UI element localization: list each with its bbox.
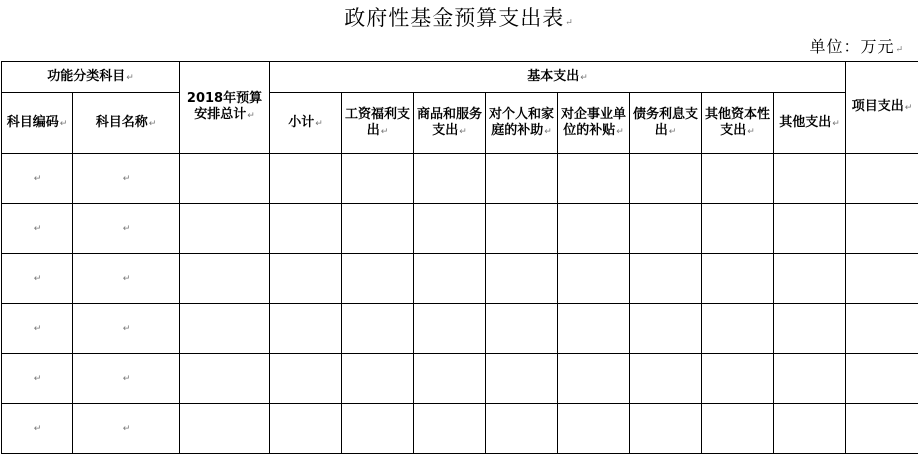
paragraph-mark-icon: ↵	[544, 126, 552, 137]
paragraph-mark-icon: ↵	[59, 118, 68, 129]
cell-individual-subsidy	[486, 404, 558, 454]
cell-other-capital	[702, 254, 774, 304]
cell-goods-services	[414, 354, 486, 404]
table-row	[2, 254, 918, 304]
cell-project-expenditure	[846, 254, 918, 304]
cell-goods-services	[414, 304, 486, 354]
cell-subject-name	[73, 354, 180, 404]
header-subject-name-text: 科目名称	[95, 114, 148, 130]
paragraph-mark-icon: ↵	[832, 118, 840, 129]
cell-other-expenditure	[774, 254, 846, 304]
paragraph-mark-icon: ↵	[122, 324, 131, 334]
cell-other-expenditure	[774, 404, 846, 454]
cell-debt-interest	[630, 154, 702, 204]
paragraph-mark-icon: ↵	[904, 103, 913, 113]
cell-total-2018	[180, 304, 270, 354]
cell-individual-subsidy	[486, 204, 558, 254]
cell-other-expenditure	[774, 304, 846, 354]
cell-goods-services	[414, 404, 486, 454]
table-row	[2, 354, 918, 404]
header-goods-services	[414, 93, 486, 154]
cell-enterprise-subsidy	[558, 304, 630, 354]
header-row-group	[2, 62, 918, 93]
paragraph-mark-icon: ↵	[33, 274, 42, 284]
header-subject-code-text: 科目编码	[6, 114, 59, 130]
cell-salary-welfare	[342, 304, 414, 354]
header-total-2018	[180, 62, 270, 154]
cell-salary-welfare	[342, 354, 414, 404]
table-row	[2, 204, 918, 254]
cell-other-capital	[702, 354, 774, 404]
header-enterprise-subsidy-text: 对企事业单位的补贴	[560, 106, 626, 138]
cell-project-expenditure	[846, 204, 918, 254]
paragraph-mark-icon: ↵	[247, 111, 255, 121]
header-salary-welfare-text: 工资福利支出	[344, 106, 410, 138]
cell-subject-code	[2, 354, 73, 404]
paragraph-mark-icon: ↵	[315, 118, 323, 129]
unit-label	[809, 36, 904, 61]
paragraph-mark-icon: ↵	[668, 126, 677, 137]
table-row	[2, 154, 918, 204]
cell-project-expenditure	[846, 404, 918, 454]
cell-enterprise-subsidy	[558, 354, 630, 404]
header-project-expenditure	[846, 62, 918, 154]
cell-subject-name	[73, 154, 180, 204]
cell-total-2018	[180, 354, 270, 404]
cell-enterprise-subsidy	[558, 204, 630, 254]
cell-total-2018	[180, 254, 270, 304]
cell-subject-code	[2, 254, 73, 304]
paragraph-mark-icon: ↵	[747, 126, 755, 137]
paragraph-mark-icon: ↵	[33, 174, 42, 184]
paragraph-mark-icon: ↵	[616, 126, 624, 137]
unit-label-text: 单位：万元	[809, 37, 895, 56]
header-subtotal-text: 小计	[288, 114, 315, 130]
cell-salary-welfare	[342, 154, 414, 204]
paragraph-mark-icon: ↵	[33, 324, 42, 334]
cell-goods-services	[414, 154, 486, 204]
paragraph-mark-icon: ↵	[380, 126, 389, 137]
paragraph-mark-icon: ↵	[122, 424, 131, 434]
table-body	[2, 154, 918, 454]
paragraph-mark-icon: ↵	[565, 18, 574, 28]
cell-debt-interest	[630, 204, 702, 254]
header-individual-subsidy-text: 对个人和家庭的补助	[488, 106, 554, 138]
cell-enterprise-subsidy	[558, 154, 630, 204]
table-row	[2, 304, 918, 354]
cell-goods-services	[414, 254, 486, 304]
cell-other-capital	[702, 304, 774, 354]
header-row-sub	[2, 93, 918, 154]
cell-subject-name	[73, 404, 180, 454]
cell-debt-interest	[630, 404, 702, 454]
paragraph-mark-icon: ↵	[122, 174, 131, 184]
paragraph-mark-icon: ↵	[122, 224, 131, 234]
header-subject-code	[2, 93, 73, 154]
budget-table	[1, 61, 918, 454]
cell-project-expenditure	[846, 154, 918, 204]
cell-salary-welfare	[342, 254, 414, 304]
cell-project-expenditure	[846, 304, 918, 354]
header-debt-interest	[630, 93, 702, 154]
paragraph-mark-icon: ↵	[122, 274, 131, 284]
cell-subject-name	[73, 304, 180, 354]
cell-debt-interest	[630, 354, 702, 404]
cell-salary-welfare	[342, 204, 414, 254]
cell-other-expenditure	[774, 354, 846, 404]
cell-enterprise-subsidy	[558, 404, 630, 454]
paragraph-mark-icon: ↵	[895, 45, 904, 55]
header-enterprise-subsidy	[558, 93, 630, 154]
paragraph-mark-icon: ↵	[126, 72, 134, 83]
paragraph-mark-icon: ↵	[459, 126, 467, 137]
paragraph-mark-icon: ↵	[122, 374, 131, 384]
cell-individual-subsidy	[486, 254, 558, 304]
cell-debt-interest	[630, 254, 702, 304]
cell-enterprise-subsidy	[558, 254, 630, 304]
cell-subtotal	[270, 204, 342, 254]
header-other-expenditure-text: 其他支出	[779, 114, 832, 130]
header-goods-services-text: 商品和服务支出	[416, 106, 482, 138]
cell-subtotal	[270, 154, 342, 204]
cell-debt-interest	[630, 304, 702, 354]
cell-subtotal	[270, 304, 342, 354]
cell-project-expenditure	[846, 354, 918, 404]
paragraph-mark-icon: ↵	[33, 224, 42, 234]
cell-other-capital	[702, 204, 774, 254]
cell-other-expenditure	[774, 154, 846, 204]
cell-total-2018	[180, 404, 270, 454]
cell-subject-name	[73, 254, 180, 304]
document-title	[0, 4, 918, 37]
header-basic-expenditure	[270, 62, 846, 93]
paragraph-mark-icon: ↵	[148, 118, 157, 129]
cell-individual-subsidy	[486, 354, 558, 404]
header-subject-name	[73, 93, 180, 154]
header-project-expenditure-text: 项目支出	[851, 99, 904, 114]
cell-subject-code	[2, 304, 73, 354]
cell-salary-welfare	[342, 404, 414, 454]
paragraph-mark-icon: ↵	[580, 72, 588, 83]
cell-subject-code	[2, 204, 73, 254]
cell-subtotal	[270, 404, 342, 454]
cell-subtotal	[270, 254, 342, 304]
document-title-text: 政府性基金预算支出表	[344, 6, 565, 30]
header-basic-expenditure-text: 基本支出	[527, 68, 580, 84]
header-debt-interest-text: 债务利息支出	[632, 106, 698, 138]
header-total-2018-text: 2018年预算安排总计	[186, 91, 263, 122]
cell-individual-subsidy	[486, 304, 558, 354]
paragraph-mark-icon: ↵	[33, 374, 42, 384]
cell-individual-subsidy	[486, 154, 558, 204]
header-other-capital-text: 其他资本性支出	[704, 106, 770, 138]
cell-subject-code	[2, 404, 73, 454]
cell-total-2018	[180, 154, 270, 204]
table-row	[2, 404, 918, 454]
header-individual-subsidy	[486, 93, 558, 154]
cell-goods-services	[414, 204, 486, 254]
paragraph-mark-icon: ↵	[33, 424, 42, 434]
cell-total-2018	[180, 204, 270, 254]
cell-subject-name	[73, 204, 180, 254]
header-function-category-text: 功能分类科目	[47, 68, 126, 84]
cell-subject-code	[2, 154, 73, 204]
header-subtotal	[270, 93, 342, 154]
header-other-expenditure	[774, 93, 846, 154]
cell-other-capital	[702, 154, 774, 204]
cell-other-expenditure	[774, 204, 846, 254]
cell-other-capital	[702, 404, 774, 454]
header-salary-welfare	[342, 93, 414, 154]
header-other-capital	[702, 93, 774, 154]
cell-subtotal	[270, 354, 342, 404]
header-function-category	[2, 62, 180, 93]
